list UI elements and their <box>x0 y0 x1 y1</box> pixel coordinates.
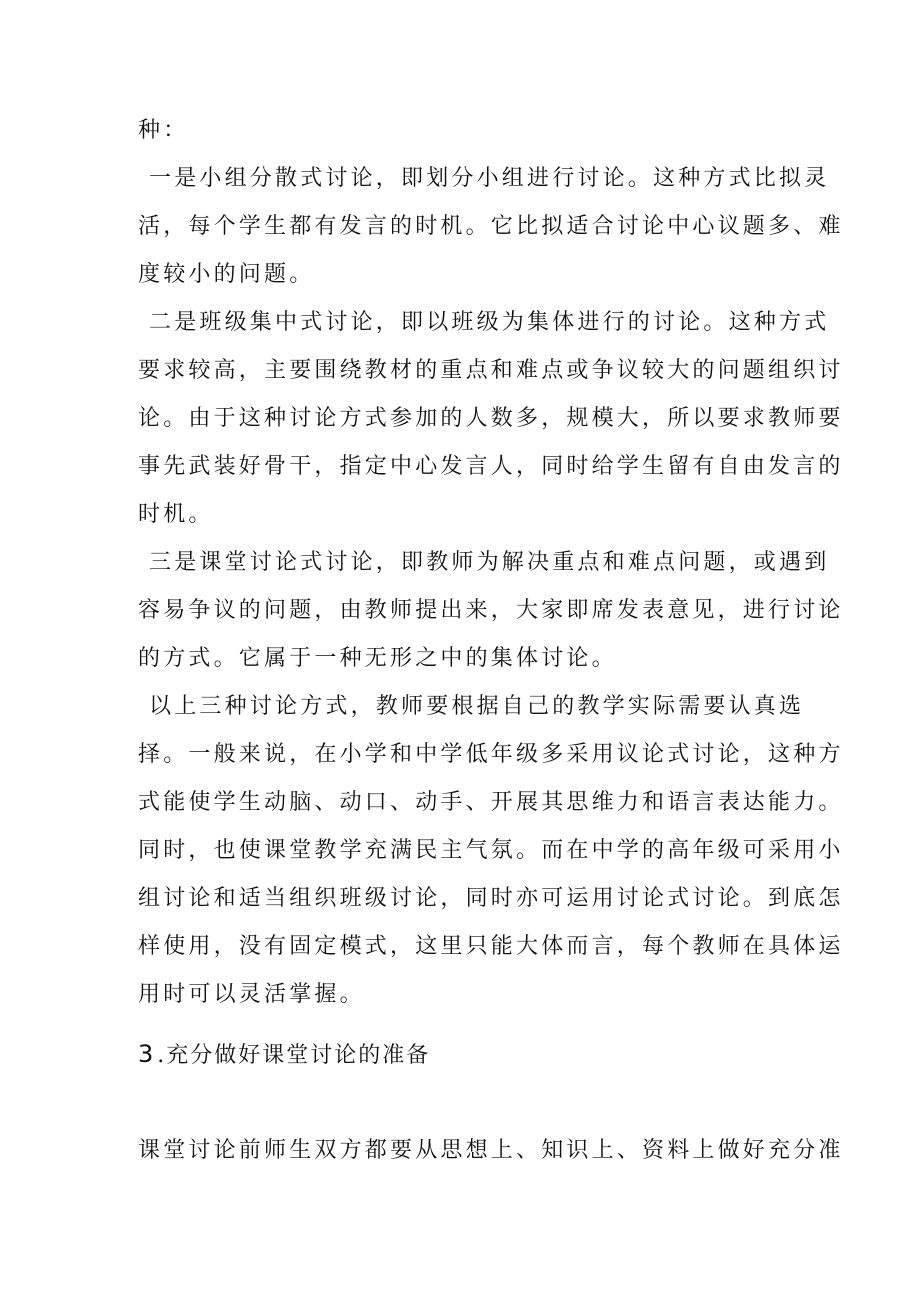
body-text <box>138 107 844 1019</box>
text-line: 式能使学生动脑、动口、动手、开展其思维力和语言表达能力。 <box>138 790 844 815</box>
text-line: 论。由于这种讨论方式参加的人数多，规模大，所以要求教师要 <box>138 406 844 431</box>
text-line: 度较小的问题。 <box>138 262 315 287</box>
text-line: 一是小组分散式讨论，即划分小组进行讨论。这种方式比拟灵 <box>149 166 830 191</box>
text-line: 事先武装好骨干，指定中心发言人，同时给学生留有自由发言的 <box>138 454 844 479</box>
final-text-line: 课堂讨论前师生双方都要从思想上、知识上、资料上做好充分准 <box>138 1138 844 1163</box>
text-line: 要求较高，主要围绕教材的重点和难点或争议较大的问题组织讨 <box>138 358 844 383</box>
section-number: 3 <box>138 1040 158 1068</box>
text-line: 时机。 <box>138 502 214 527</box>
section-heading <box>138 1034 430 1076</box>
section-title: .充分做好课堂讨论的准备 <box>157 1043 431 1068</box>
text-line: 三是课堂讨论式讨论，即教师为解决重点和难点问题，或遇到 <box>149 550 830 575</box>
text-line: 择。一般来说，在小学和中学低年级多采用议论式讨论，这种方 <box>138 742 844 767</box>
text-line: 用时可以灵活掌握。 <box>138 982 365 1007</box>
text-line: 种： <box>138 118 189 143</box>
text-line: 容易争议的问题，由教师提出来，大家即席发表意见，进行讨论 <box>138 598 844 623</box>
text-line: 活，每个学生都有发言的时机。它比拟适合讨论中心议题多、难 <box>138 214 844 239</box>
text-line: 的方式。它属于一种无形之中的集体讨论。 <box>138 646 617 671</box>
text-line: 样使用，没有固定模式，这里只能大体而言，每个教师在具体运 <box>138 934 844 959</box>
text-line: 以上三种讨论方式，教师要根据自己的教学实际需要认真选 <box>149 694 805 719</box>
text-line: 组讨论和适当组织班级讨论，同时亦可运用讨论式讨论。到底怎 <box>138 886 844 911</box>
text-line: 同时，也使课堂教学充满民主气氛。而在中学的高年级可采用小 <box>138 838 844 863</box>
text-line: 二是班级集中式讨论，即以班级为集体进行的讨论。这种方式 <box>149 310 830 335</box>
